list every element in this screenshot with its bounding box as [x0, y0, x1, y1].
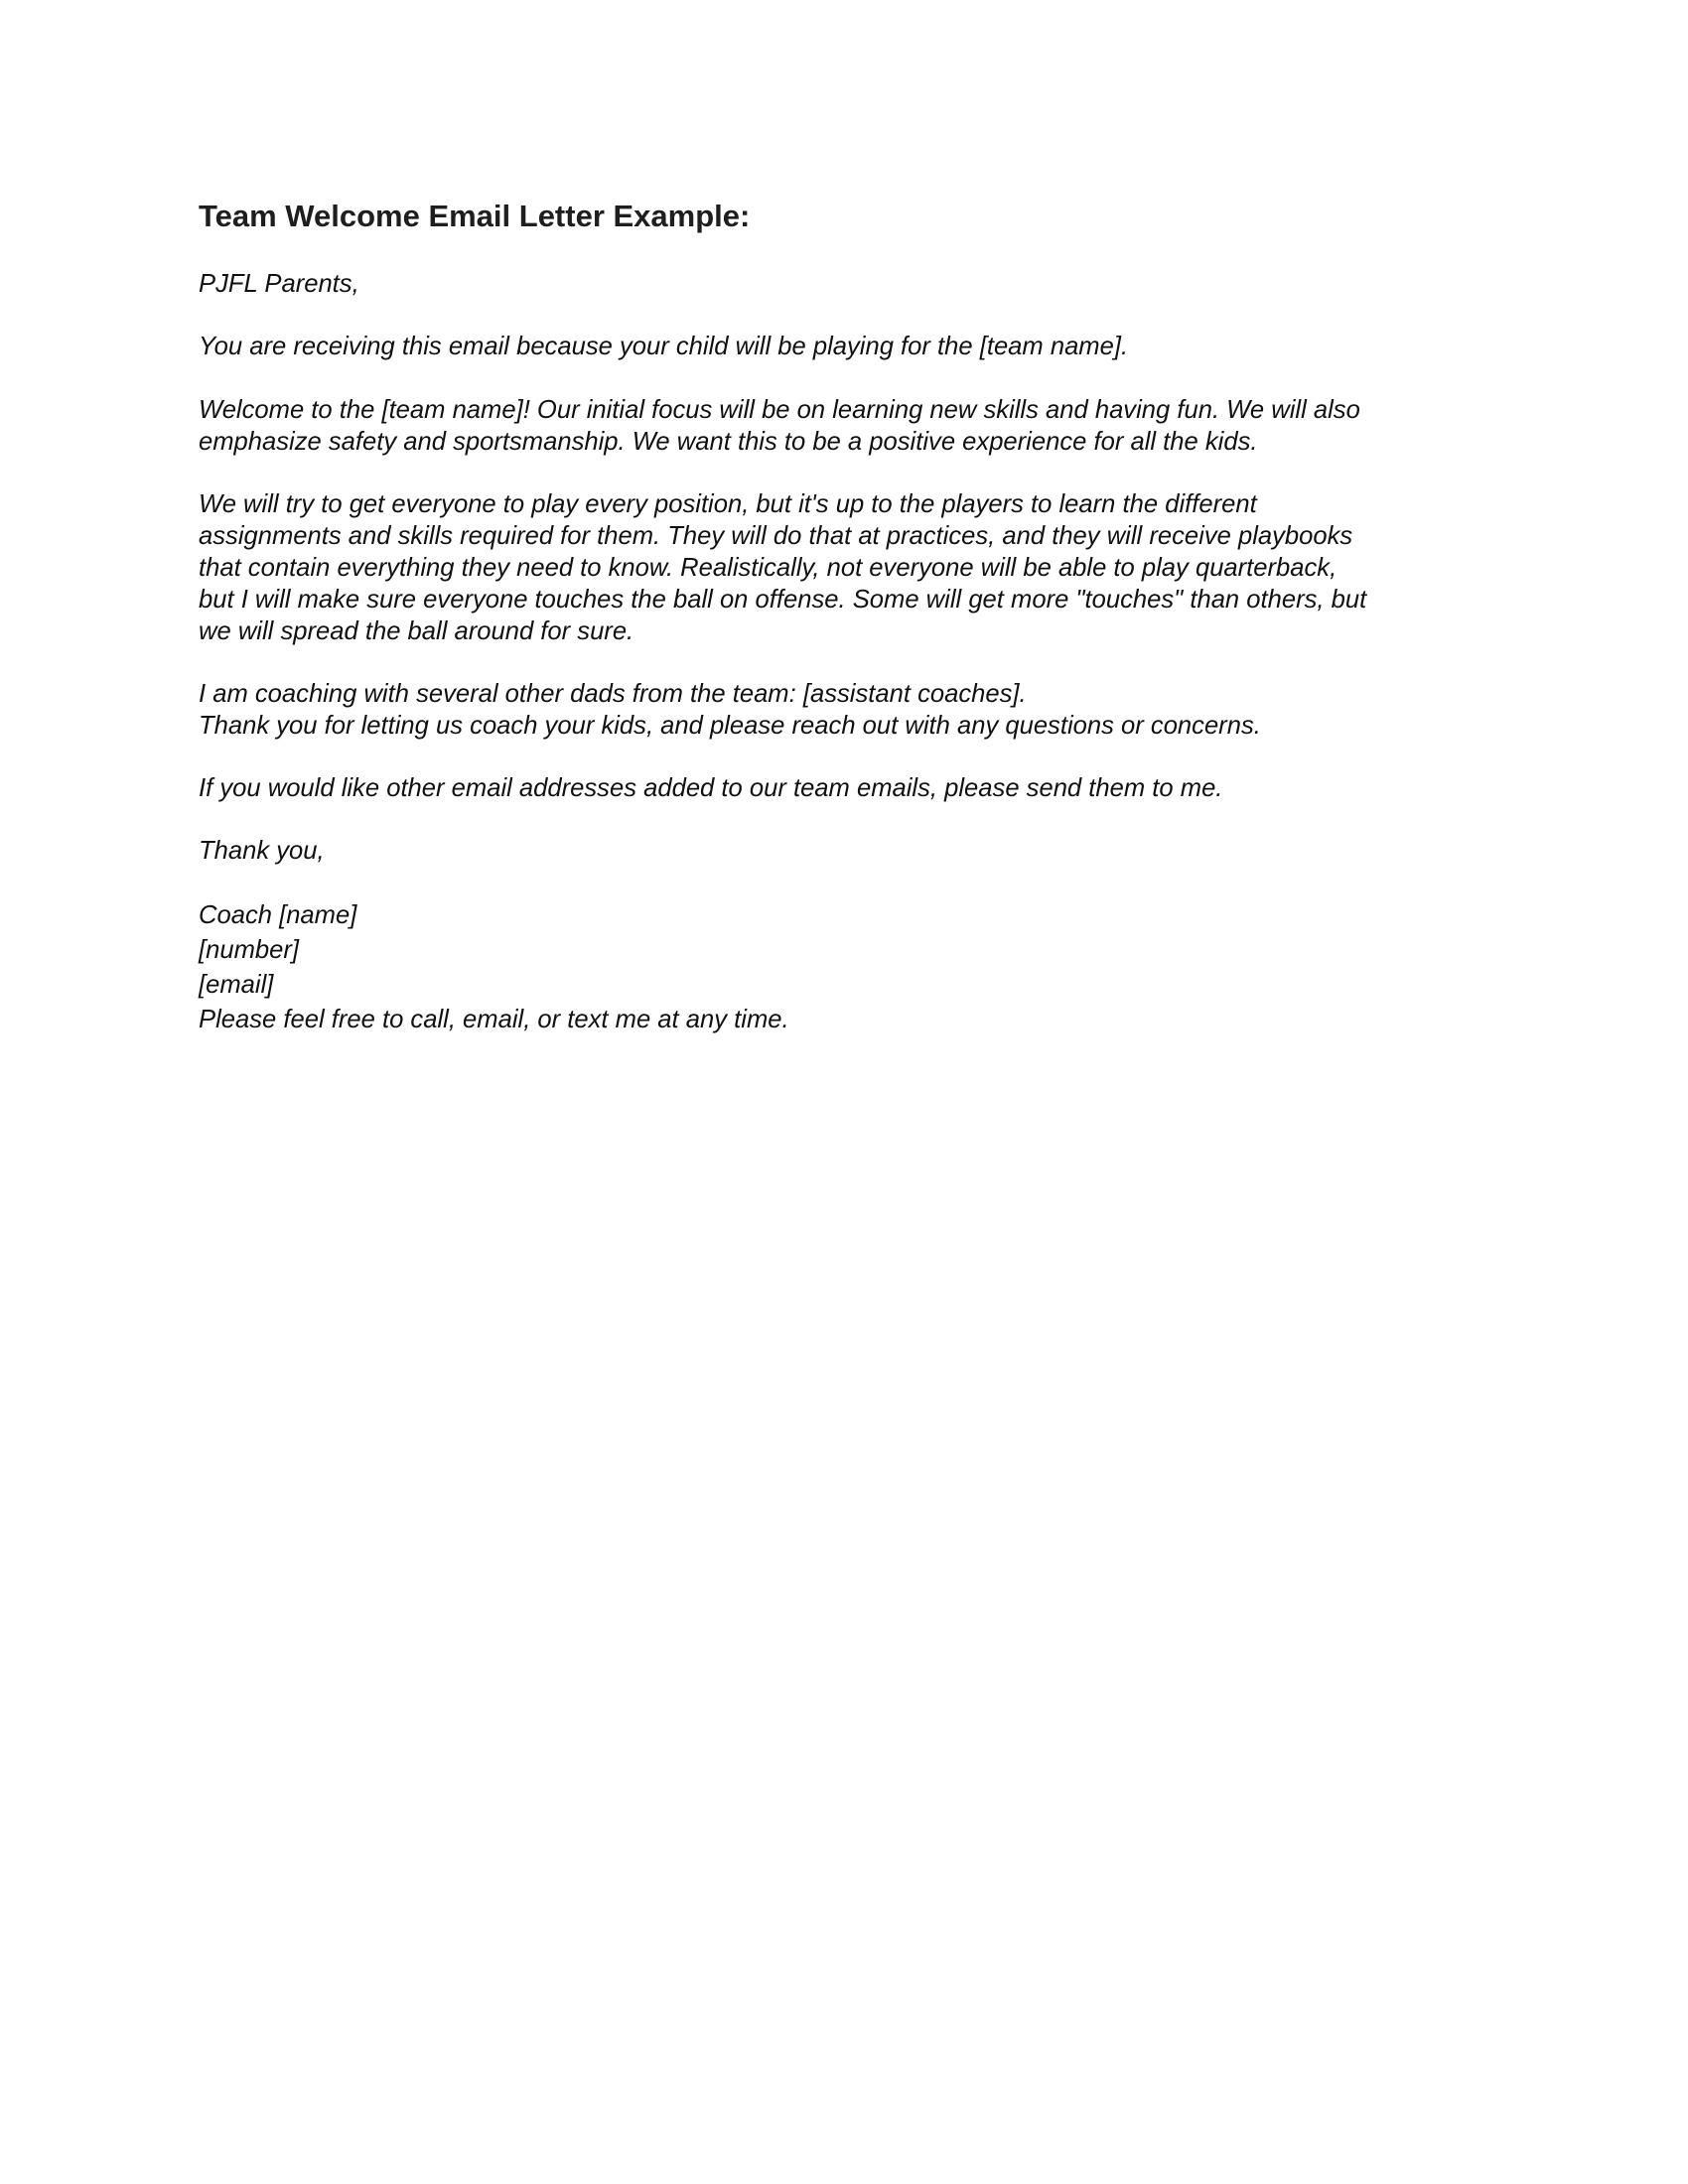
closing — [199, 835, 325, 867]
text-line: If you would like other email addresses added to our team emails, please send them to me. — [199, 774, 1223, 802]
text-line: We will try to get everyone to play every position, but it's up to the players to learn the different — [199, 490, 1257, 518]
text-line: we will spread the ball around for sure. — [199, 617, 634, 645]
signature-block — [199, 898, 789, 1037]
text-line: You are receiving this email because your child will be playing for the [team name]. — [199, 333, 1129, 360]
text-line: I am coaching with several other dads from the team: [assistant coaches]. — [199, 680, 1027, 708]
greeting — [199, 268, 359, 300]
signature-name: Coach [name] — [199, 901, 357, 929]
signature-number: [number] — [199, 936, 300, 964]
text-line: emphasize safety and sportsmanship. We want this to be a positive experience for all the kids. — [199, 428, 1258, 456]
paragraph-coaches — [199, 678, 1261, 742]
text-line: but I will make sure everyone touches the ball on offense. Some will get more "touches" than others, but — [199, 586, 1367, 614]
text-line: Welcome to the [team name]! Our initial focus will be on learning new skills and having fun. We will also — [199, 396, 1360, 424]
paragraph-welcome — [199, 394, 1360, 458]
paragraph-positions — [199, 488, 1366, 647]
signature-email: [email] — [199, 971, 274, 999]
signature-note: Please feel free to call, email, or text me at any time. — [199, 1006, 789, 1033]
greeting-line: PJFL Parents, — [199, 270, 359, 298]
text-line: Thank you for letting us coach your kids, and please reach out with any questions or concerns. — [199, 712, 1261, 740]
text-line: that contain everything they need to know. Realistically, not everyone will be able to play quarterback, — [199, 554, 1337, 582]
text-line: assignments and skills required for them. They will do that at practices, and they will receive playbooks — [199, 522, 1353, 550]
document-title: Team Welcome Email Letter Example: — [199, 199, 751, 233]
closing-line: Thank you, — [199, 837, 325, 865]
paragraph-emails — [199, 772, 1222, 804]
paragraph-intro — [199, 331, 1128, 362]
